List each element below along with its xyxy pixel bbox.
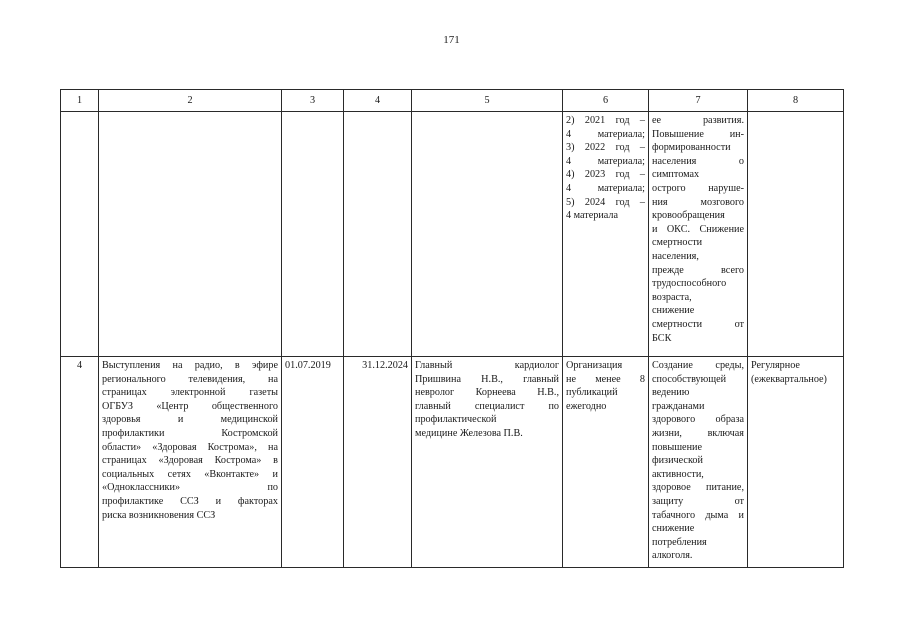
text-line: Пришвина Н.В., главный — [415, 373, 559, 385]
text-line: Создание среды, — [652, 360, 744, 371]
header-col-2: 2 — [99, 90, 282, 112]
text-line: активности, — [652, 468, 704, 480]
text-line: Организация — [566, 360, 623, 371]
text-line: Главный кардиолог — [415, 360, 559, 371]
cell-start-date: 01.07.2019 — [282, 357, 344, 568]
text-line: острого наруше- — [652, 182, 744, 194]
cell-continued-responsible — [412, 112, 563, 357]
text-line: 2) 2021 год – — [566, 115, 645, 126]
text-line: здорового образа — [652, 414, 744, 426]
text-line: трудоспособного — [652, 278, 727, 290]
text-line: снижение — [652, 305, 695, 317]
text-line: защиту от — [652, 495, 744, 507]
header-col-5: 5 — [412, 90, 563, 112]
cell-indicator — [563, 357, 649, 568]
cell-description — [99, 357, 282, 568]
text-line: возраста, — [652, 291, 692, 303]
text-line: и ОКС. Снижение — [652, 223, 744, 235]
table-row-4 — [61, 357, 844, 568]
text-line: главный специалист по — [415, 400, 559, 412]
cell-continued-result — [649, 112, 748, 357]
text-line: прежде всего — [652, 264, 744, 276]
cell-continued-end — [344, 112, 412, 357]
cell-continued-frequency — [748, 112, 844, 357]
header-col-3: 3 — [282, 90, 344, 112]
text-line: населения о — [652, 155, 744, 167]
text-line: «Одноклассники» по — [102, 482, 278, 494]
text-line: ежегодно — [566, 400, 607, 412]
text-line: социальных сетях «Вконтакте» и — [102, 468, 278, 480]
text-line: гражданами — [652, 400, 705, 412]
text-line: 4 материала; — [566, 182, 645, 194]
page-number: 171 — [443, 34, 460, 46]
cell-continued-start — [282, 112, 344, 357]
text-line: ния мозгового — [652, 196, 744, 208]
text-line: физической — [652, 455, 703, 467]
text-line: кровообращения — [652, 210, 725, 222]
text-line: 3) 2022 год – — [566, 142, 645, 154]
text-line: страницах электронной газеты — [102, 387, 278, 399]
text-line: не менее 8 — [566, 373, 645, 385]
text-line: 4 материала; — [566, 128, 645, 140]
text-line: 4 материала; — [566, 155, 645, 167]
text-line: БСК — [652, 332, 672, 344]
text-line: формированности — [652, 142, 731, 154]
header-col-4: 4 — [344, 90, 412, 112]
text-line: области» «Здоровая Кострома», на — [102, 441, 278, 453]
text-line: 5) 2024 год – — [566, 196, 645, 208]
cell-end-date: 31.12.2024 — [344, 357, 412, 568]
plan-table — [60, 89, 844, 568]
text-line: потребления — [652, 536, 707, 548]
text-line: Повышение ин- — [652, 128, 744, 140]
cell-frequency: Регулярное (ежеквартальное) — [748, 357, 844, 568]
header-col-7: 7 — [649, 90, 748, 112]
text-line: 4 материала — [566, 210, 619, 222]
text-line: симптомах — [652, 169, 700, 181]
text-line: смертности от — [652, 318, 744, 330]
header-col-1: 1 — [61, 90, 99, 112]
text-line: снижение — [652, 523, 695, 535]
text-line: ОГБУЗ «Центр общественного — [102, 400, 278, 412]
text-line: медицине Железова П.В. — [415, 427, 523, 439]
text-line: 4) 2023 год – — [566, 169, 645, 181]
cell-continued-indicator — [563, 112, 649, 357]
header-row — [61, 90, 844, 112]
text-line: ведению — [652, 387, 690, 399]
cell-continued-description — [99, 112, 282, 357]
text-line: способствующей — [652, 373, 727, 385]
text-line: алкоголя. — [652, 550, 693, 562]
text-line: страницах «Здоровая Кострома» в — [102, 455, 278, 467]
text-line: населения, — [652, 250, 699, 262]
text-line: жизни, включая — [652, 427, 744, 439]
text-line: ее развития. — [652, 115, 744, 126]
cell-row-number: 4 — [61, 357, 99, 568]
text-line: смертности — [652, 237, 703, 249]
cell-result — [649, 357, 748, 568]
text-line: риска возникновения ССЗ — [102, 509, 216, 521]
header-col-6: 6 — [563, 90, 649, 112]
text-line: публикаций — [566, 387, 618, 399]
text-line: регионального телевидения, на — [102, 373, 278, 385]
text-line: табачного дыма и — [652, 509, 744, 521]
table-row-continued — [61, 112, 844, 357]
text-line: профилактике ССЗ и факторах — [102, 495, 278, 507]
header-col-8: 8 — [748, 90, 844, 112]
cell-responsible — [412, 357, 563, 568]
text-line: профилактики Костромской — [102, 427, 278, 439]
text-line: здоровья и медицинской — [102, 414, 278, 426]
text-line: невролог Корнеева Н.В., — [415, 387, 559, 399]
text-line: повышение — [652, 441, 702, 453]
cell-continued-number — [61, 112, 99, 357]
text-line: профилактической — [415, 414, 497, 426]
text-line: здоровое питание, — [652, 482, 744, 494]
text-line: Выступления на радио, в эфире — [102, 360, 278, 371]
